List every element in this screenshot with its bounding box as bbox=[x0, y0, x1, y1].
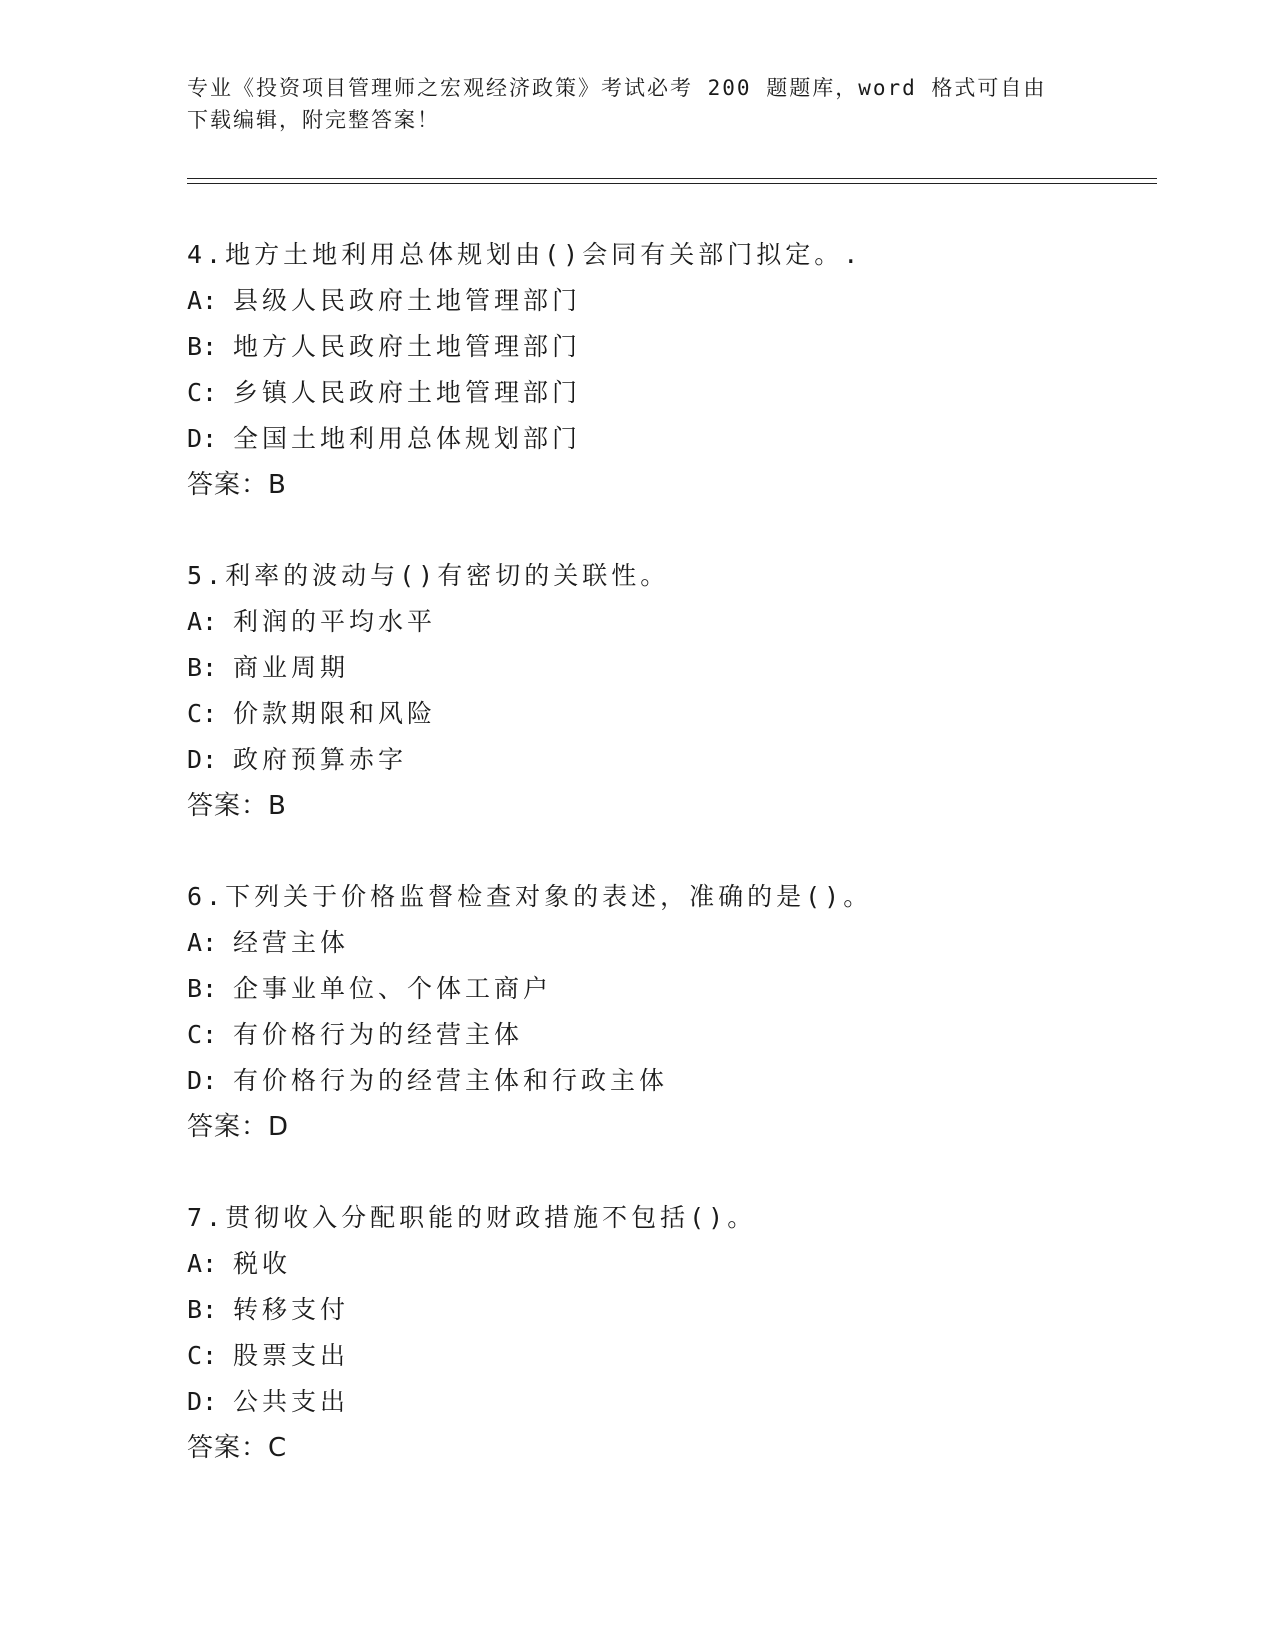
question-7 bbox=[187, 1195, 1157, 1471]
option-text: 乡镇人民政府土地管理部门 bbox=[233, 378, 582, 407]
question-stem: 5.利率的波动与()有密切的关联性。 bbox=[187, 561, 670, 590]
option-a bbox=[187, 599, 1157, 645]
option-d bbox=[187, 1058, 1157, 1104]
option-letter: D: bbox=[187, 424, 218, 453]
option-text: 商业周期 bbox=[233, 653, 350, 682]
option-letter: A: bbox=[187, 928, 218, 957]
option-text: 利润的平均水平 bbox=[233, 607, 437, 636]
question-4 bbox=[187, 232, 1157, 508]
option-text: 转移支付 bbox=[233, 1295, 350, 1324]
option-c bbox=[187, 1333, 1157, 1379]
option-text: 税收 bbox=[233, 1249, 292, 1278]
answer-line: 答案：B bbox=[187, 470, 287, 500]
option-c bbox=[187, 1012, 1157, 1058]
header-divider-top bbox=[187, 178, 1157, 179]
option-text: 政府预算赤字 bbox=[233, 745, 408, 774]
option-letter: C: bbox=[187, 699, 218, 728]
question-stem: 6.下列关于价格监督检查对象的表述，准确的是()。 bbox=[187, 882, 873, 911]
option-letter: B: bbox=[187, 332, 218, 361]
option-text: 价款期限和风险 bbox=[233, 699, 437, 728]
option-letter: B: bbox=[187, 974, 218, 1003]
option-a bbox=[187, 278, 1157, 324]
header-line-1: 专业《投资项目管理师之宏观经济政策》考试必考 200 题题库，word 格式可自由 bbox=[187, 76, 1047, 100]
option-letter: D: bbox=[187, 1387, 218, 1416]
option-letter: C: bbox=[187, 1341, 218, 1370]
option-d bbox=[187, 416, 1157, 462]
option-letter: D: bbox=[187, 745, 218, 774]
option-c bbox=[187, 691, 1157, 737]
option-letter: D: bbox=[187, 1066, 218, 1095]
header-line-2: 下载编辑，附完整答案！ bbox=[187, 108, 440, 132]
option-letter: A: bbox=[187, 607, 218, 636]
option-text: 股票支出 bbox=[233, 1341, 350, 1370]
option-b bbox=[187, 645, 1157, 691]
option-c bbox=[187, 370, 1157, 416]
option-letter: C: bbox=[187, 1020, 218, 1049]
option-a bbox=[187, 1241, 1157, 1287]
option-text: 有价格行为的经营主体和行政主体 bbox=[233, 1066, 669, 1095]
option-text: 经营主体 bbox=[233, 928, 350, 957]
option-text: 公共支出 bbox=[233, 1387, 350, 1416]
option-letter: A: bbox=[187, 1249, 218, 1278]
option-text: 地方人民政府土地管理部门 bbox=[233, 332, 582, 361]
option-b bbox=[187, 324, 1157, 370]
question-6 bbox=[187, 874, 1157, 1150]
answer-line: 答案：C bbox=[187, 1433, 288, 1463]
option-d bbox=[187, 1379, 1157, 1425]
option-text: 全国土地利用总体规划部门 bbox=[233, 424, 582, 453]
option-b bbox=[187, 966, 1157, 1012]
option-a bbox=[187, 920, 1157, 966]
option-text: 企事业单位、个体工商户 bbox=[233, 974, 553, 1003]
question-stem: 4.地方土地利用总体规划由()会同有关部门拟定。. bbox=[187, 240, 863, 269]
option-letter: B: bbox=[187, 653, 218, 682]
question-5 bbox=[187, 553, 1157, 829]
option-letter: C: bbox=[187, 378, 218, 407]
header-divider-bottom bbox=[187, 183, 1157, 184]
document-header bbox=[187, 72, 1087, 136]
option-d bbox=[187, 737, 1157, 783]
answer-line: 答案：D bbox=[187, 1112, 290, 1142]
option-text: 有价格行为的经营主体 bbox=[233, 1020, 524, 1049]
option-letter: B: bbox=[187, 1295, 218, 1324]
answer-line: 答案：B bbox=[187, 791, 287, 821]
option-text: 县级人民政府土地管理部门 bbox=[233, 286, 582, 315]
option-letter: A: bbox=[187, 286, 218, 315]
option-b bbox=[187, 1287, 1157, 1333]
question-stem: 7.贯彻收入分配职能的财政措施不包括()。 bbox=[187, 1203, 757, 1232]
